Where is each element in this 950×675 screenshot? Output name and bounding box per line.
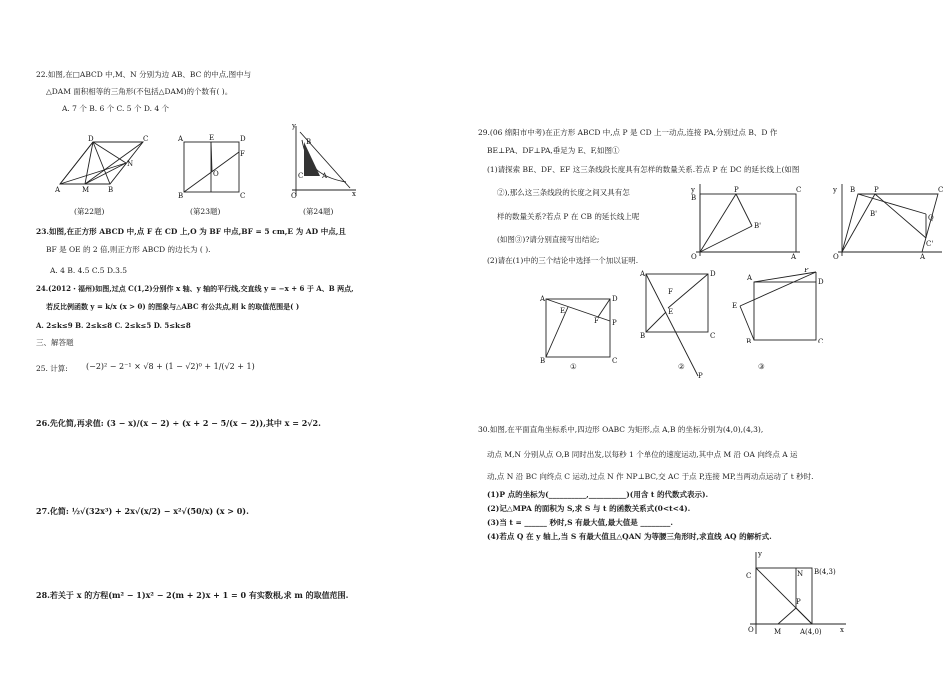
svg-text:O: O [833, 253, 839, 260]
svg-text:C: C [938, 186, 944, 194]
q30-line7: (4)若点 Q 在 y 轴上,当 S 有最大值且△QAN 为等腰三角形时,求直线 AQ 的解析式. [487, 532, 772, 541]
svg-text:B: B [108, 186, 114, 194]
svg-text:C: C [143, 135, 149, 143]
q29-line6: (如图③)?请分别直接写出结论; [497, 235, 600, 244]
fig22-parallelogram [55, 132, 150, 194]
q30-line6: (3)当 t = ______ 秒时,S 有最大值,最大值是 ________. [487, 518, 673, 527]
svg-text:y: y [833, 186, 837, 194]
svg-text:F: F [240, 150, 245, 158]
svg-text:A: A [178, 135, 184, 143]
q23-options: A. 4 B. 4.5 C.5 D.3.5 [50, 266, 127, 275]
svg-text:y: y [691, 186, 695, 194]
svg-text:A: A [322, 172, 328, 180]
svg-text:P: P [734, 186, 739, 194]
svg-text:M: M [774, 628, 782, 636]
q22-line2: △DAM 面积相等的三角形(不包括△DAM)的个数有( )。 [46, 87, 233, 96]
q29-line4: ②),那么这三条线段的长度之间又具有怎 [497, 188, 630, 197]
q22-line1: 22.如图,在□ABCD 中,M、N 分别为边 AB、BC 的中点,图中与 [36, 70, 252, 79]
q26-text: 26.先化简,再求值: (3 − x)/(x − 2) ÷ (x + 2 − 5/(x − 2)),其中 x = 2√2. [36, 418, 321, 428]
svg-text:A: A [791, 253, 797, 260]
svg-text:C: C [818, 338, 824, 343]
svg-text:B: B [178, 192, 184, 200]
fig30-label-A: A(4,0) [800, 628, 822, 636]
svg-text:B: B [691, 194, 697, 202]
svg-text:O: O [691, 253, 697, 260]
svg-text:C': C' [926, 240, 934, 248]
svg-text:B': B' [754, 222, 762, 230]
fig29-label-2: ② [678, 362, 685, 371]
fig23-caption: (第23题) [190, 207, 221, 216]
svg-text:P: P [698, 372, 703, 380]
fig22-caption: (第22题) [74, 207, 105, 216]
svg-text:C: C [746, 572, 752, 580]
svg-text:P: P [796, 598, 801, 606]
svg-text:B': B' [870, 210, 878, 218]
svg-text:A: A [747, 274, 753, 282]
svg-text:B: B [306, 138, 312, 146]
svg-text:Q: Q [928, 214, 934, 222]
svg-text:x: x [840, 626, 844, 634]
q24-options: A. 2≤k≤9 B. 2≤k≤8 C. 2≤k≤5 D. 5≤k≤8 [36, 321, 191, 330]
svg-text:B: B [850, 186, 856, 194]
q23-line2: BF 是 OE 的 2 倍,则正方形 ABCD 的边长为 ( ). [46, 245, 211, 254]
q29-line2: BE⊥PA、DF⊥PA,垂足为 E、F,如图① [487, 146, 620, 155]
svg-text:B: B [540, 357, 546, 365]
svg-text:O: O [213, 170, 219, 178]
q29-line3: (1)请探索 BE、DF、EF 这三条线段长度具有怎样的数量关系.若点 P 在 DC 的延长线上(如图 [487, 165, 800, 174]
fig29-label-3: ③ [758, 362, 765, 371]
svg-text:N: N [797, 570, 804, 578]
fig24-caption: (第24题) [303, 207, 334, 216]
svg-text:A: A [55, 186, 61, 194]
svg-text:P: P [612, 319, 617, 327]
svg-text:F: F [594, 317, 599, 325]
svg-text:P: P [874, 186, 879, 194]
svg-text:D: D [612, 295, 618, 303]
svg-text:E: E [560, 307, 566, 315]
svg-text:D: D [240, 135, 246, 143]
svg-text:O: O [291, 192, 297, 200]
svg-text:A: A [540, 295, 546, 303]
q28-text: 28.若关于 x 的方程(m² − 1)x² − 2(m + 2)x + 1 = 0 有实数根,求 m 的取值范围. [36, 590, 349, 600]
svg-text:C: C [612, 357, 618, 365]
q30-line4: (1)P 点的坐标为(__________,__________)(用含 t 的代数式表示). [487, 490, 709, 499]
q24-line2: 若反比例函数 y = k/x (x > 0) 的图象与△ABC 有公共点,则 k 的取值范围是( ) [46, 302, 300, 311]
q25-expression: (−2)² − 2⁻¹ × √8 + (1 − √2)⁰ + 1/(√2 + 1) [86, 362, 255, 371]
fig24-graph [286, 122, 358, 200]
svg-text:O: O [748, 626, 754, 634]
fig23-square [176, 132, 251, 200]
svg-text:P: P [804, 268, 809, 274]
svg-text:D: D [88, 135, 94, 143]
fig29-figure-3 [732, 268, 827, 343]
svg-text:D: D [710, 270, 716, 278]
svg-text:A: A [920, 253, 926, 260]
q23-line1: 23.如图,在正方形 ABCD 中,点 F 在 CD 上,O 为 BF 中点,BF = 5 cm,E 为 AD 中点,且 [36, 227, 346, 236]
svg-text:E: E [209, 134, 215, 142]
q29-line1: 29.(06 绵阳市中考)在正方形 ABCD 中,点 P 是 CD 上一动点,连接 PA,分别过点 B、D 作 [478, 128, 778, 137]
svg-text:C: C [298, 172, 304, 180]
fig29-square-right [830, 180, 945, 260]
q25-label: 25. 计算: [36, 364, 68, 373]
q30-line1: 30.如图,在平面直角坐标系中,四边形 OABC 为矩形,点 A,B 的坐标分别为(4,0),(4,3), [478, 425, 764, 434]
q24-line1: 24.(2012・福州)如图,过点 C(1,2)分别作 x 轴、y 轴的平行线,交直线 y = −x + 6 于 A、B 两点, [36, 284, 354, 293]
svg-text:B: B [746, 338, 752, 343]
svg-text:y: y [758, 550, 762, 558]
svg-text:y: y [292, 122, 296, 130]
q29-line7: (2)请在(1)中的三个结论中选择一个加以证明. [487, 256, 639, 265]
section-heading: 三、解答题 [36, 338, 74, 347]
fig30-label-B: B(4,3) [814, 568, 836, 576]
svg-text:E: E [668, 308, 674, 316]
q29-line5: 样的数量关系?若点 P 在 CB 的延长线上呢 [497, 212, 640, 221]
fig29-label-1: ① [570, 362, 577, 371]
q22-options: A. 7 个 B. 6 个 C. 5 个 D. 4 个 [62, 104, 169, 113]
fig30-coordinate-plane [738, 550, 848, 636]
svg-text:C: C [796, 186, 802, 194]
q30-line2: 动点 M,N 分别从点 O,B 同时出发,以每秒 1 个单位的速度运动,其中点 M 沿 OA 向终点 A 运 [487, 450, 798, 459]
svg-text:E: E [732, 302, 738, 310]
svg-text:B: B [640, 332, 646, 340]
q30-line3: 动,点 N 沿 BC 向终点 C 运动,过点 N 作 NP⊥BC,交 AC 于点 P,连接 MP,当两动点运动了 t 秒时. [487, 472, 814, 481]
q27-text: 27.化简: ½√(32x³) + 2x√(x/2) − x²√(50/x) (x > 0). [36, 506, 249, 516]
svg-text:C: C [710, 332, 716, 340]
fig29-figure-1 [538, 293, 618, 365]
svg-text:N: N [127, 160, 134, 168]
svg-text:C: C [240, 192, 246, 200]
svg-text:A: A [640, 270, 646, 278]
svg-text:M: M [82, 186, 90, 194]
fig29-square-left [688, 180, 803, 260]
svg-text:D: D [818, 278, 824, 286]
q30-line5: (2)记△MPA 的面积为 S,求 S 与 t 的函数关系式(0<t<4). [487, 504, 691, 513]
svg-text:F: F [668, 288, 673, 296]
svg-text:x: x [352, 190, 356, 198]
